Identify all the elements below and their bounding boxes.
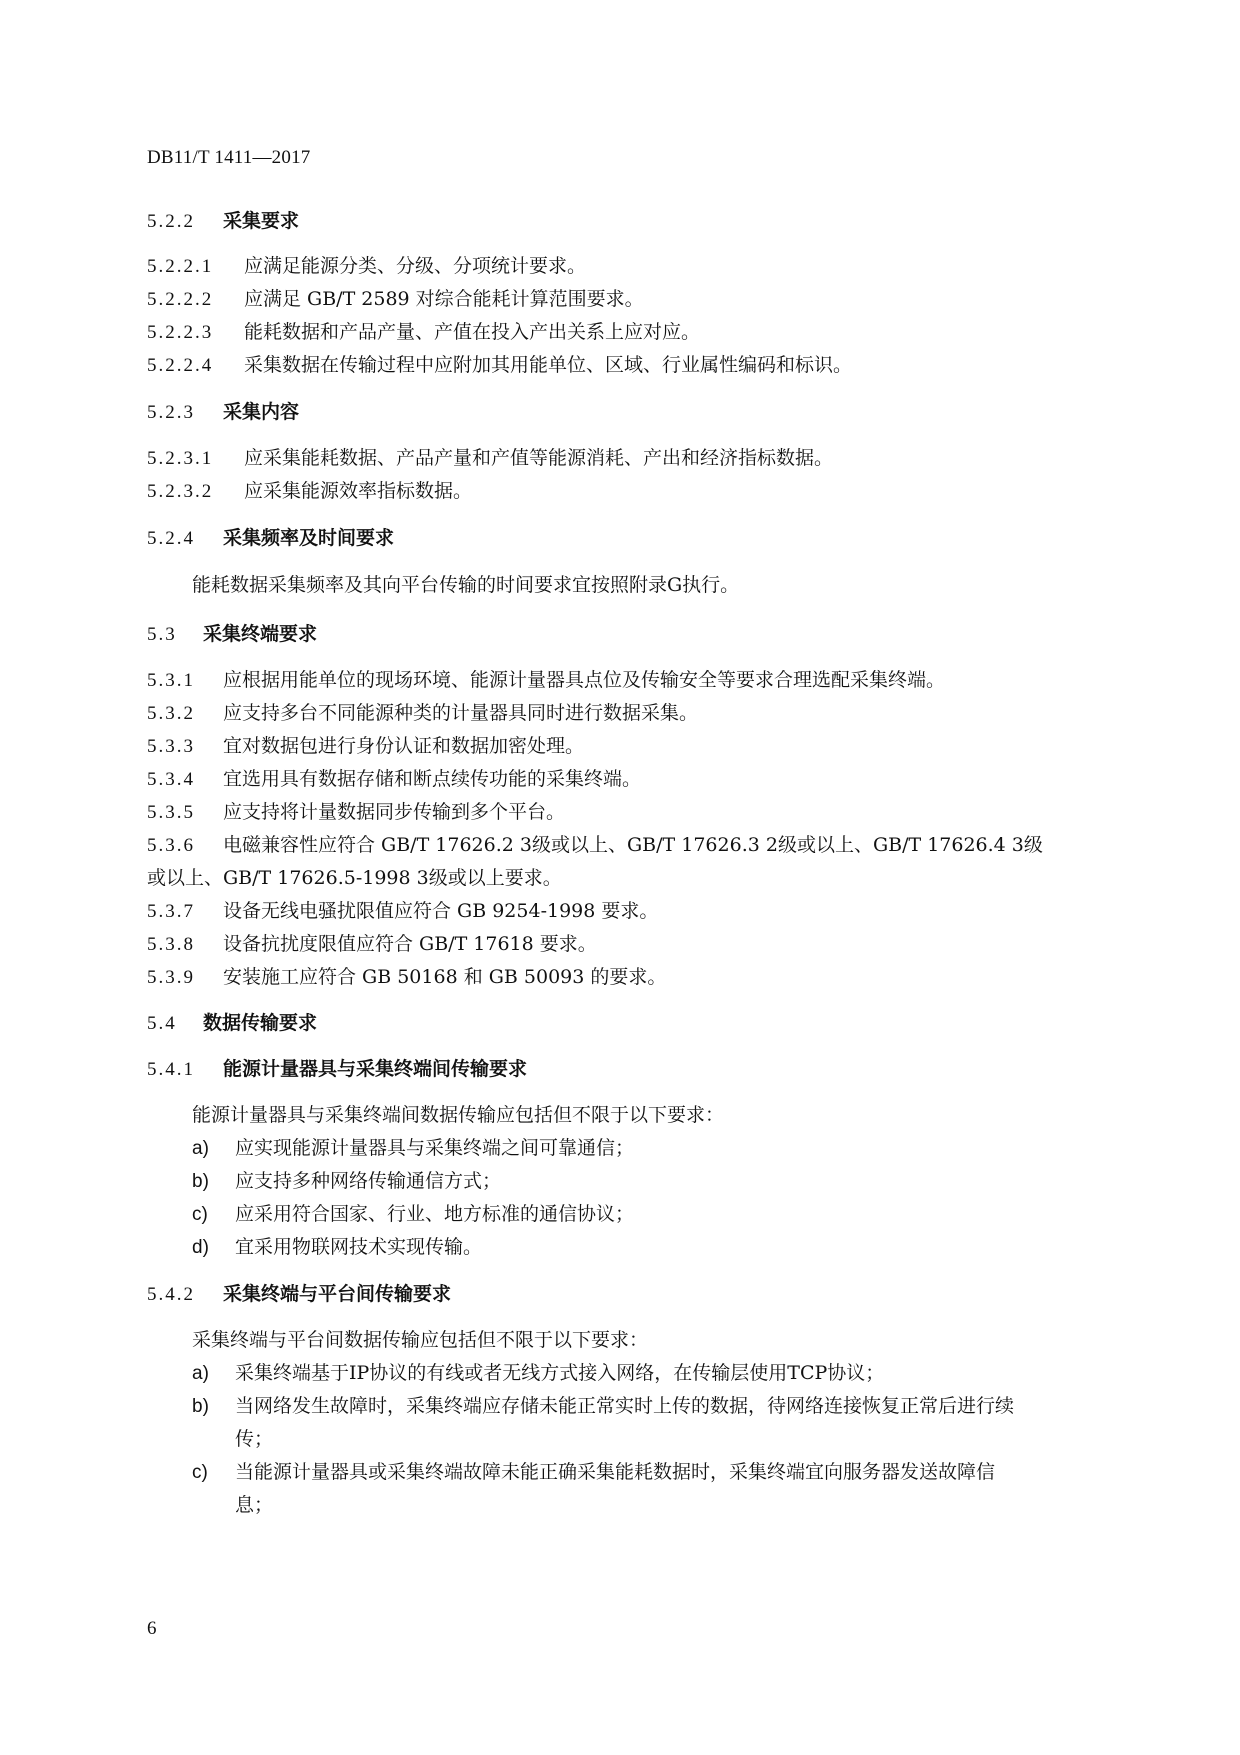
clause-number: 5.2.3.2 xyxy=(147,481,214,502)
list-item-label: d) xyxy=(192,1237,209,1258)
section-heading xyxy=(147,1054,527,1081)
clause-number: 5.2.2.2 xyxy=(147,289,214,310)
clause-text: 宜选用具有数据存储和断点续传功能的采集终端。 xyxy=(223,768,642,790)
clause xyxy=(147,443,833,470)
list-item-text: 宜采用物联网技术实现传输。 xyxy=(235,1236,483,1258)
clause-number: 5.3.8 xyxy=(147,934,195,955)
clause-text: 采集数据在传输过程中应附加其用能单位、区域、行业属性编码和标识。 xyxy=(244,354,853,376)
clause-number: 5.2.2.1 xyxy=(147,256,214,277)
clause-text: 应根据用能单位的现场环境、能源计量器具点位及传输安全等要求合理选配采集终端。 xyxy=(223,669,946,691)
list-item xyxy=(192,1358,884,1385)
section-number: 5.3 xyxy=(147,624,177,645)
clause xyxy=(147,284,644,311)
clause-number: 5.3.2 xyxy=(147,703,195,724)
list-item-text: 当网络发生故障时，采集终端应存储未能正常实时上传的数据，待网络连接恢复正常后进行续 xyxy=(235,1395,1015,1417)
list-item-label: b) xyxy=(192,1171,209,1192)
clause xyxy=(147,350,852,377)
section-number: 5.4.2 xyxy=(147,1284,195,1305)
clause-text: 应支持将计量数据同步传输到多个平台。 xyxy=(223,801,566,823)
clause-text: 设备抗扰度限值应符合 GB/T 17618 要求。 xyxy=(223,933,597,955)
document-code-header: DB11/T 1411—2017 xyxy=(147,147,311,168)
clause xyxy=(147,476,472,503)
list-item-label: c) xyxy=(192,1204,208,1225)
list-item-continuation: 传； xyxy=(235,1428,274,1450)
section-title: 采集频率及时间要求 xyxy=(223,527,395,549)
clause-text: 应支持多台不同能源种类的计量器具同时进行数据采集。 xyxy=(223,702,699,724)
clause-number: 5.2.3.1 xyxy=(147,448,214,469)
section-number: 5.2.4 xyxy=(147,528,195,549)
list-item-label: a) xyxy=(192,1363,209,1384)
list-item-text: 应实现能源计量器具与采集终端之间可靠通信； xyxy=(235,1137,635,1159)
section-heading xyxy=(147,619,317,646)
clause xyxy=(147,929,597,956)
clause-text: 应满足能源分类、分级、分项统计要求。 xyxy=(244,255,587,277)
section-title: 采集终端要求 xyxy=(203,623,318,645)
clause xyxy=(147,830,1043,857)
clause-number: 5.3.5 xyxy=(147,802,195,823)
clause-text: 设备无线电骚扰限值应符合 GB 9254-1998 要求。 xyxy=(223,900,659,922)
paragraph: 能耗数据采集频率及其向平台传输的时间要求宜按照附录G执行。 xyxy=(192,574,740,596)
list-item xyxy=(192,1457,995,1484)
clause-text: 应采集能耗数据、产品产量和产值等能源消耗、产出和经济指标数据。 xyxy=(244,447,834,469)
clause-number: 5.3.3 xyxy=(147,736,195,757)
paragraph: 能源计量器具与采集终端间数据传输应包括但不限于以下要求： xyxy=(192,1104,725,1126)
list-item-text: 采集终端基于IP协议的有线或者无线方式接入网络，在传输层使用TCP协议； xyxy=(235,1362,885,1384)
clause-text: 宜对数据包进行身份认证和数据加密处理。 xyxy=(223,735,585,757)
list-item-text: 当能源计量器具或采集终端故障未能正确采集能耗数据时，采集终端宜向服务器发送故障信 xyxy=(235,1461,996,1483)
section-heading xyxy=(147,397,299,424)
clause-text: 应采集能源效率指标数据。 xyxy=(244,480,473,502)
clause-number: 5.3.9 xyxy=(147,967,195,988)
clause xyxy=(147,764,641,791)
section-heading xyxy=(147,523,394,550)
section-number: 5.2.3 xyxy=(147,402,195,423)
list-item-label: c) xyxy=(192,1462,208,1483)
clause-number: 5.2.2.4 xyxy=(147,355,214,376)
clause-text: 应满足 GB/T 2589 对综合能耗计算范围要求。 xyxy=(244,288,644,310)
section-number: 5.2.2 xyxy=(147,211,195,232)
clause xyxy=(147,962,666,989)
section-heading xyxy=(147,1279,451,1306)
section-title: 采集终端与平台间传输要求 xyxy=(223,1283,452,1305)
clause xyxy=(147,896,658,923)
clause-text: 安装施工应符合 GB 50168 和 GB 50093 的要求。 xyxy=(223,966,667,988)
page-number: 6 xyxy=(147,1618,157,1639)
clause-text: 能耗数据和产品产量、产值在投入产出关系上应对应。 xyxy=(244,321,701,343)
section-number: 5.4.1 xyxy=(147,1059,195,1080)
list-item xyxy=(192,1199,634,1226)
clause-number: 5.2.2.3 xyxy=(147,322,214,343)
list-item-text: 应采用符合国家、行业、地方标准的通信协议； xyxy=(235,1203,635,1225)
list-item xyxy=(192,1391,1014,1418)
list-item-continuation: 息； xyxy=(235,1494,274,1516)
clause xyxy=(147,797,565,824)
section-number: 5.4 xyxy=(147,1013,177,1034)
list-item xyxy=(192,1133,634,1160)
section-title: 数据传输要求 xyxy=(203,1012,318,1034)
clause xyxy=(147,731,584,758)
clause xyxy=(147,665,945,692)
list-item-label: a) xyxy=(192,1138,209,1159)
clause-text: 电磁兼容性应符合 GB/T 17626.2 3级或以上、GB/T 17626.3 2级或以上、GB/T 17626.4 3级 xyxy=(223,834,1043,856)
clause xyxy=(147,317,700,344)
section-title: 能源计量器具与采集终端间传输要求 xyxy=(223,1058,528,1080)
clause-number: 5.3.6 xyxy=(147,835,195,856)
clause-number: 5.3.4 xyxy=(147,769,195,790)
section-heading xyxy=(147,1008,317,1035)
section-heading xyxy=(147,206,299,233)
clause xyxy=(147,251,586,278)
clause xyxy=(147,698,698,725)
section-title: 采集要求 xyxy=(223,210,300,232)
clause-number: 5.3.7 xyxy=(147,901,195,922)
list-item-label: b) xyxy=(192,1396,209,1417)
clause-number: 5.3.1 xyxy=(147,670,195,691)
section-title: 采集内容 xyxy=(223,401,300,423)
list-item xyxy=(192,1166,501,1193)
paragraph: 采集终端与平台间数据传输应包括但不限于以下要求： xyxy=(192,1329,649,1351)
clause-continuation: 或以上、GB/T 17626.5-1998 3级或以上要求。 xyxy=(147,867,562,889)
list-item-text: 应支持多种网络传输通信方式； xyxy=(235,1170,502,1192)
list-item xyxy=(192,1232,482,1259)
